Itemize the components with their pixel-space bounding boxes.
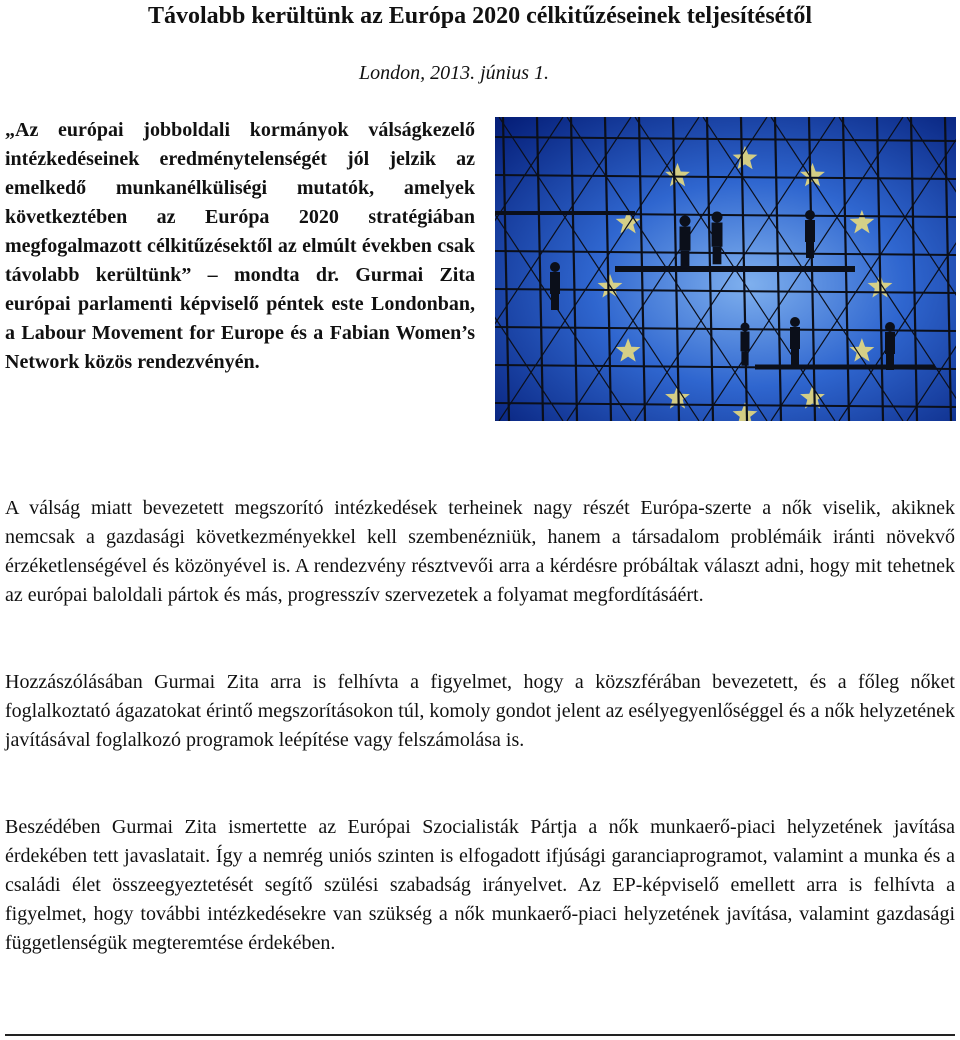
body-paragraph-3: Beszédében Gurmai Zita ismertette az Európai Szocialisták Pártja a nők munkaerő-piaci helyzetének javítása érdekében tett javaslatait. Így a nemrég uniós szinten is elfogadott ifjúsági garanciaprogramot, valamint a munka és a családi élet összeegyeztetését segítő szülési szabadság irányelvet. Az EP-képviselő emellett arra is felhívta a figyelmet, hogy további intézkedésekre van szükség a nők munkaerő-piaci helyzetének javítása, valamint gazdasági függetlenségük megteremtése érdekében. [5,816,955,954]
lead-paragraph: „Az európai jobboldali kormányok válságkezelő intézkedéseinek eredménytelenségét jól jelzik az emelkedő munkanélküliségi mutatók, amelyek következtében az Európa 2020 stratégiában megfogalmazott célkitűzésektől az elmúlt években csak távolabb kerültünk” – mondta dr. Gurmai Zita európai parlamenti képviselő péntek este Londonban, a Labour Movement for Europe és a Fabian Women’s Network közös rendezvényén. [5,119,475,373]
footer-rule [5,1034,955,1036]
worker-silhouette [712,212,723,265]
worker-silhouette [790,317,800,365]
body-paragraph-2: Hozzászólásában Gurmai Zita arra is felhívta a figyelmet, hogy a közszférában bevezetett, és a főleg nőket foglalkoztató ágazatokat érintő megszorításokon túl, komoly gondot jelent az esélyegyenlőséggel és a nők helyzetének javításával foglalkozó programok leépítése vagy felszámolása is. [5,671,955,751]
worker-silhouette [805,210,815,258]
worker-silhouette [885,322,895,370]
worker-silhouette [741,323,750,366]
worker-silhouette [680,216,691,269]
article-title: Távolabb kerültünk az Európa 2020 célkitűzéseinek teljesítésétől [148,3,812,29]
eu-flag-scaffolding-photo [495,117,956,421]
photo-illustration [495,117,956,421]
worker-silhouette [550,262,560,310]
dateline: London, 2013. június 1. [359,62,550,84]
body-paragraph-1: A válság miatt bevezetett megszorító intézkedések terheinek nagy részét Európa-szerte a nők viselik, akiknek nemcsak a gazdasági következményekkel kell szembenézniük, hanem a társadalom problémáik iránti növekvő érzéketlenségével és közönyével is. A rendezvény résztvevői arra a kérdésre próbáltak választ adni, hogy mit tehetnek az európai baloldali pártok és más, progresszív szervezetek a folyamat megfordításáért. [5,497,955,606]
